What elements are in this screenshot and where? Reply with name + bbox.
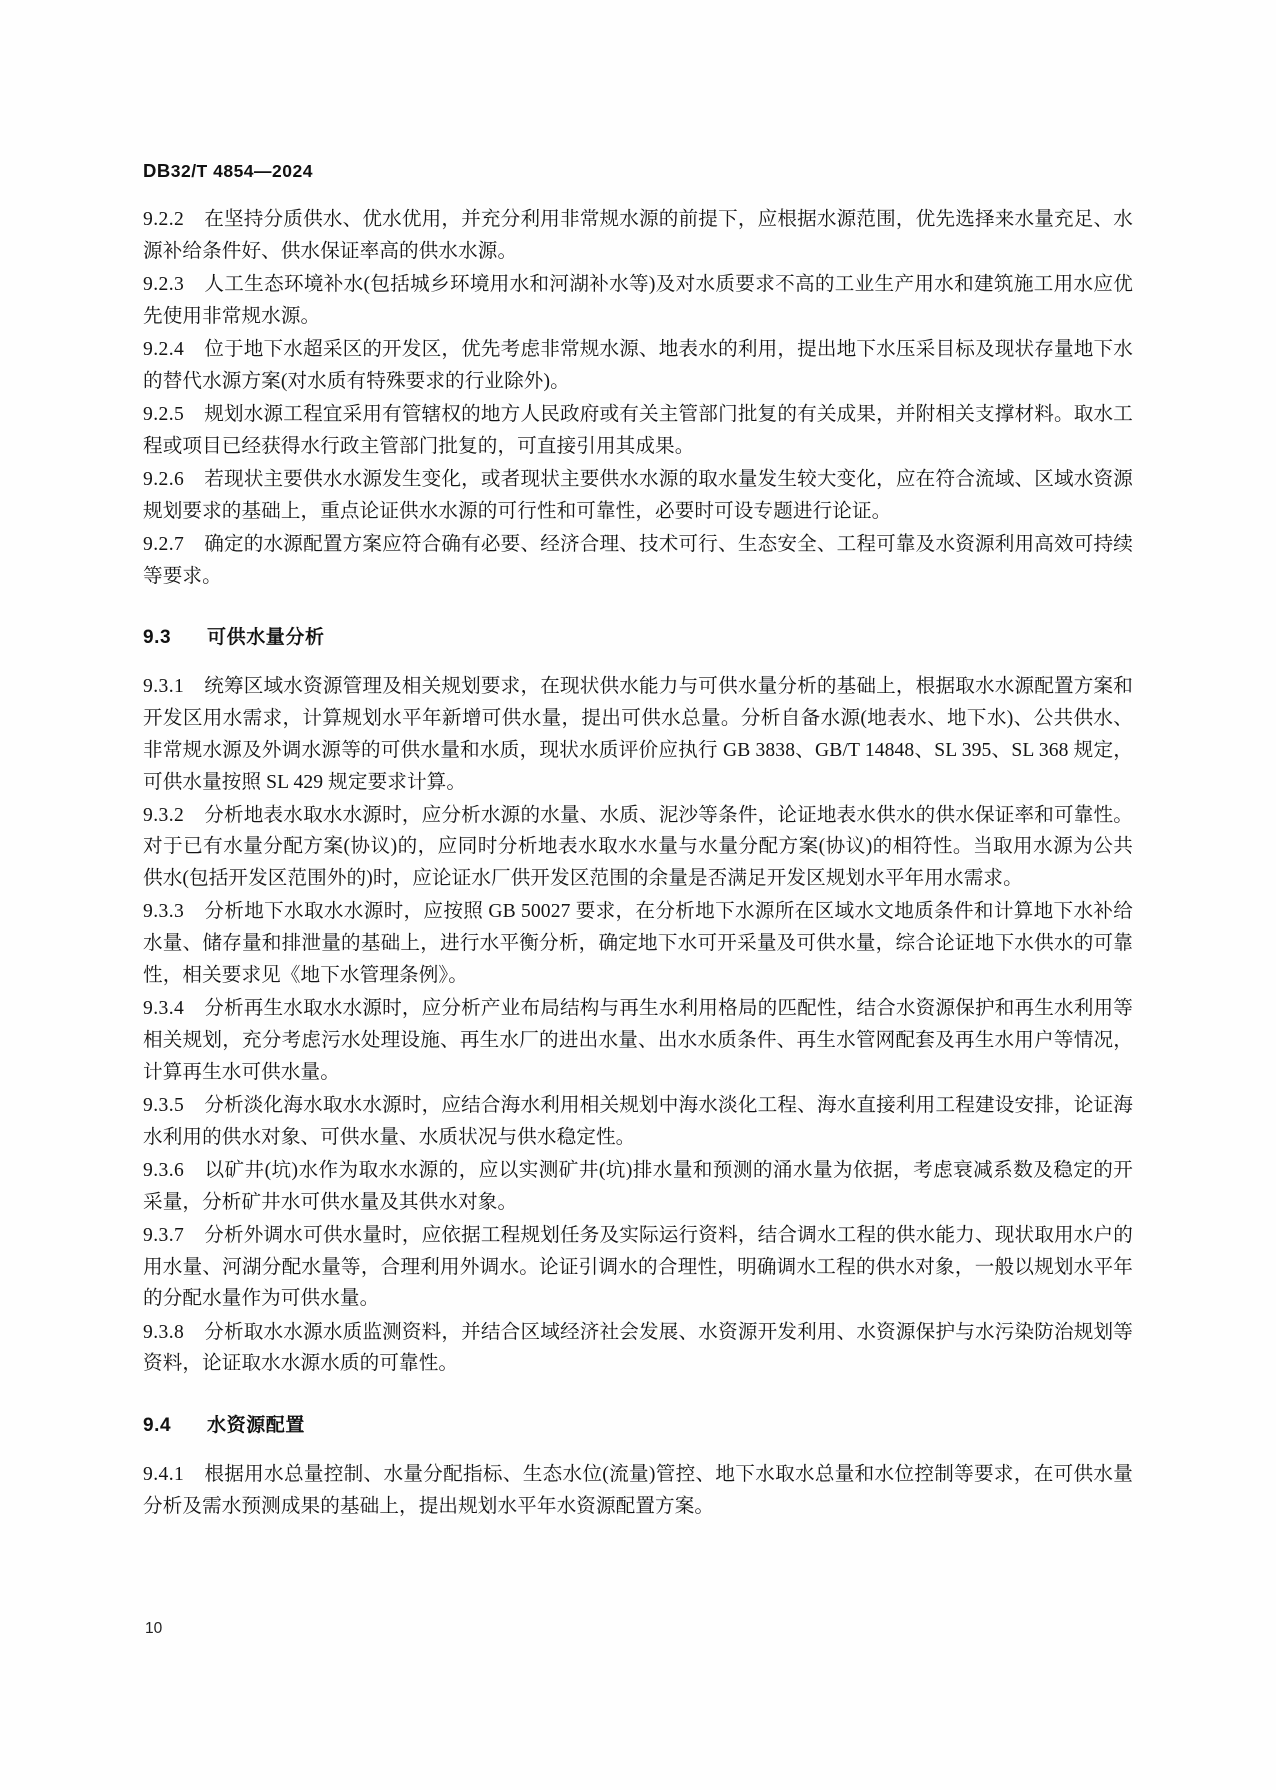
paragraph-9-2-2: [143, 204, 1133, 267]
paragraph-text: 分析淡化海水取水水源时，应结合海水利用相关规划中海水淡化工程、海水直接利用工程建设安排，论证海水利用的供水对象、可供水量、水质状况与供水稳定性。: [143, 1094, 1133, 1148]
paragraph-text: 分析外调水可供水量时，应依据工程规划任务及实际运行资料，结合调水工程的供水能力、现状取用水户的用水量、河湖分配水量等，合理利用外调水。论证引调水的合理性，明确调水工程的供水对象，一般以规划水平年的分配水量作为可供水量。: [143, 1224, 1133, 1310]
paragraph-9-2-7: [143, 529, 1133, 592]
paragraph-text: 在坚持分质供水、优水优用，并充分利用非常规水源的前提下，应根据水源范围，优先选择来水量充足、水源补给条件好、供水保证率高的供水水源。: [143, 209, 1133, 262]
paragraph-number: 9.3.1: [143, 676, 185, 698]
paragraph-text: 人工生态环境补水(包括城乡环境用水和河湖补水等)及对水质要求不高的工业生产用水和建筑施工用水应优先使用非常规水源。: [143, 273, 1133, 327]
paragraph-text: 分析地下水取水水源时，应按照 GB 50027 要求，在分析地下水源所在区域水文地质条件和计算地下水补给水量、储存量和排泄量的基础上，进行水平衡分析，确定地下水可开采量及可供水量，综合论证地下水供水的可靠性，相关要求见《地下水管理条例》。: [143, 901, 1133, 986]
paragraph-number: 9.2.2: [143, 209, 185, 230]
paragraph-number: 9.3.3: [143, 901, 185, 923]
section-title: 水资源配置: [207, 1414, 306, 1436]
paragraph-text: 分析取水水源水质监测资料，并结合区域经济社会发展、水资源开发利用、水资源保护与水污染防治规划等资料，论证取水水源水质的可靠性。: [143, 1321, 1133, 1375]
paragraph-text: 分析再生水取水水源时，应分析产业布局结构与再生水利用格局的匹配性，结合水资源保护和再生水利用等相关规划，充分考虑污水处理设施、再生水厂的进出水量、出水水质条件、再生水管网配套及再生水用户等情况，计算再生水可供水量。: [143, 998, 1133, 1083]
paragraph-9-3-6: [143, 1155, 1133, 1218]
paragraph-text: 位于地下水超采区的开发区，优先考虑非常规水源、地表水的利用，提出地下水压采目标及现状存量地下水的替代水源方案(对水质有特殊要求的行业除外)。: [143, 338, 1133, 392]
paragraph-text: 统筹区域水资源管理及相关规划要求，在现状供水能力与可供水量分析的基础上，根据取水水源配置方案和开发区用水需求，计算规划水平年新增可供水量，提出可供水总量。分析自备水源(地表水、地下水)、公共供水、非常规水源及外调水源等的可供水量和水质，现状水质评价应执行 GB 3838、GB/T 14848、SL 395、SL 368 规定，可供水量按照 SL 429 规定要求计算。: [143, 676, 1133, 793]
paragraph-text: 以矿井(坑)水作为取水水源的，应以实测矿井(坑)排水量和预测的涌水量为依据，考虑衰减系数及稳定的开采量，分析矿井水可供水量及其供水对象。: [143, 1159, 1133, 1213]
paragraph-number: 9.2.5: [143, 403, 185, 425]
paragraph-9-3-7: [143, 1220, 1133, 1315]
paragraph-number: 9.3.8: [143, 1321, 185, 1343]
paragraph-number: 9.3.6: [143, 1159, 185, 1181]
paragraph-9-4-1: [143, 1459, 1133, 1522]
paragraph-9-2-4: [143, 334, 1133, 397]
paragraph-9-3-3: [143, 896, 1133, 991]
paragraph-number: 9.2.7: [143, 533, 185, 555]
paragraph-9-3-2: [143, 800, 1133, 895]
section-title: 可供水量分析: [207, 627, 325, 649]
section-heading-9-4: [143, 1410, 1133, 1437]
section-heading-9-3: [143, 622, 1133, 649]
paragraph-number: 9.3.5: [143, 1094, 185, 1116]
paragraph-number: 9.3.2: [143, 804, 185, 826]
page-number: 10: [145, 1620, 163, 1637]
paragraph-9-2-6: [143, 464, 1133, 527]
paragraph-9-2-3: [143, 269, 1133, 332]
paragraph-text: 根据用水总量控制、水量分配指标、生态水位(流量)管控、地下水取水总量和水位控制等要求，在可供水量分析及需水预测成果的基础上，提出规划水平年水资源配置方案。: [143, 1463, 1133, 1517]
section-number: 9.4: [143, 1414, 172, 1436]
section-number: 9.3: [143, 627, 172, 649]
paragraph-number: 9.2.3: [143, 273, 185, 295]
paragraph-number: 9.3.4: [143, 998, 185, 1020]
paragraph-text: 分析地表水取水水源时，应分析水源的水量、水质、泥沙等条件，论证地表水供水的供水保证率和可靠性。对于已有水量分配方案(协议)的，应同时分析地表水取水水量与水量分配方案(协议)的相符性。当取用水源为公共供水(包括开发区范围外的)时，应论证水厂供开发区范围的余量是否满足开发区规划水平年用水需求。: [143, 804, 1133, 890]
paragraph-9-3-8: [143, 1317, 1133, 1380]
paragraph-text: 若现状主要供水水源发生变化，或者现状主要供水水源的取水量发生较大变化，应在符合流域、区域水资源规划要求的基础上，重点论证供水水源的可行性和可靠性，必要时可设专题进行论证。: [143, 468, 1133, 522]
standard-header-rest: 32/T 4854—2024: [170, 161, 313, 181]
paragraph-number: 9.4.1: [143, 1463, 185, 1485]
page-content: [143, 160, 1133, 1524]
standard-header-prefix: DB: [143, 160, 171, 181]
paragraph-number: 9.2.4: [143, 338, 185, 360]
paragraph-text: 规划水源工程宜采用有管辖权的地方人民政府或有关主管部门批复的有关成果，并附相关支撑材料。取水工程或项目已经获得水行政主管部门批复的，可直接引用其成果。: [143, 403, 1133, 457]
paragraph-9-2-5: [143, 399, 1133, 462]
paragraph-text: 确定的水源配置方案应符合确有必要、经济合理、技术可行、生态安全、工程可靠及水资源利用高效可持续等要求。: [143, 533, 1133, 587]
paragraph-number: 9.3.7: [143, 1224, 185, 1246]
paragraph-9-3-1: [143, 671, 1133, 798]
paragraph-9-3-5: [143, 1090, 1133, 1153]
paragraph-9-3-4: [143, 993, 1133, 1088]
paragraph-number: 9.2.6: [143, 468, 185, 490]
standard-header: [143, 160, 1133, 182]
